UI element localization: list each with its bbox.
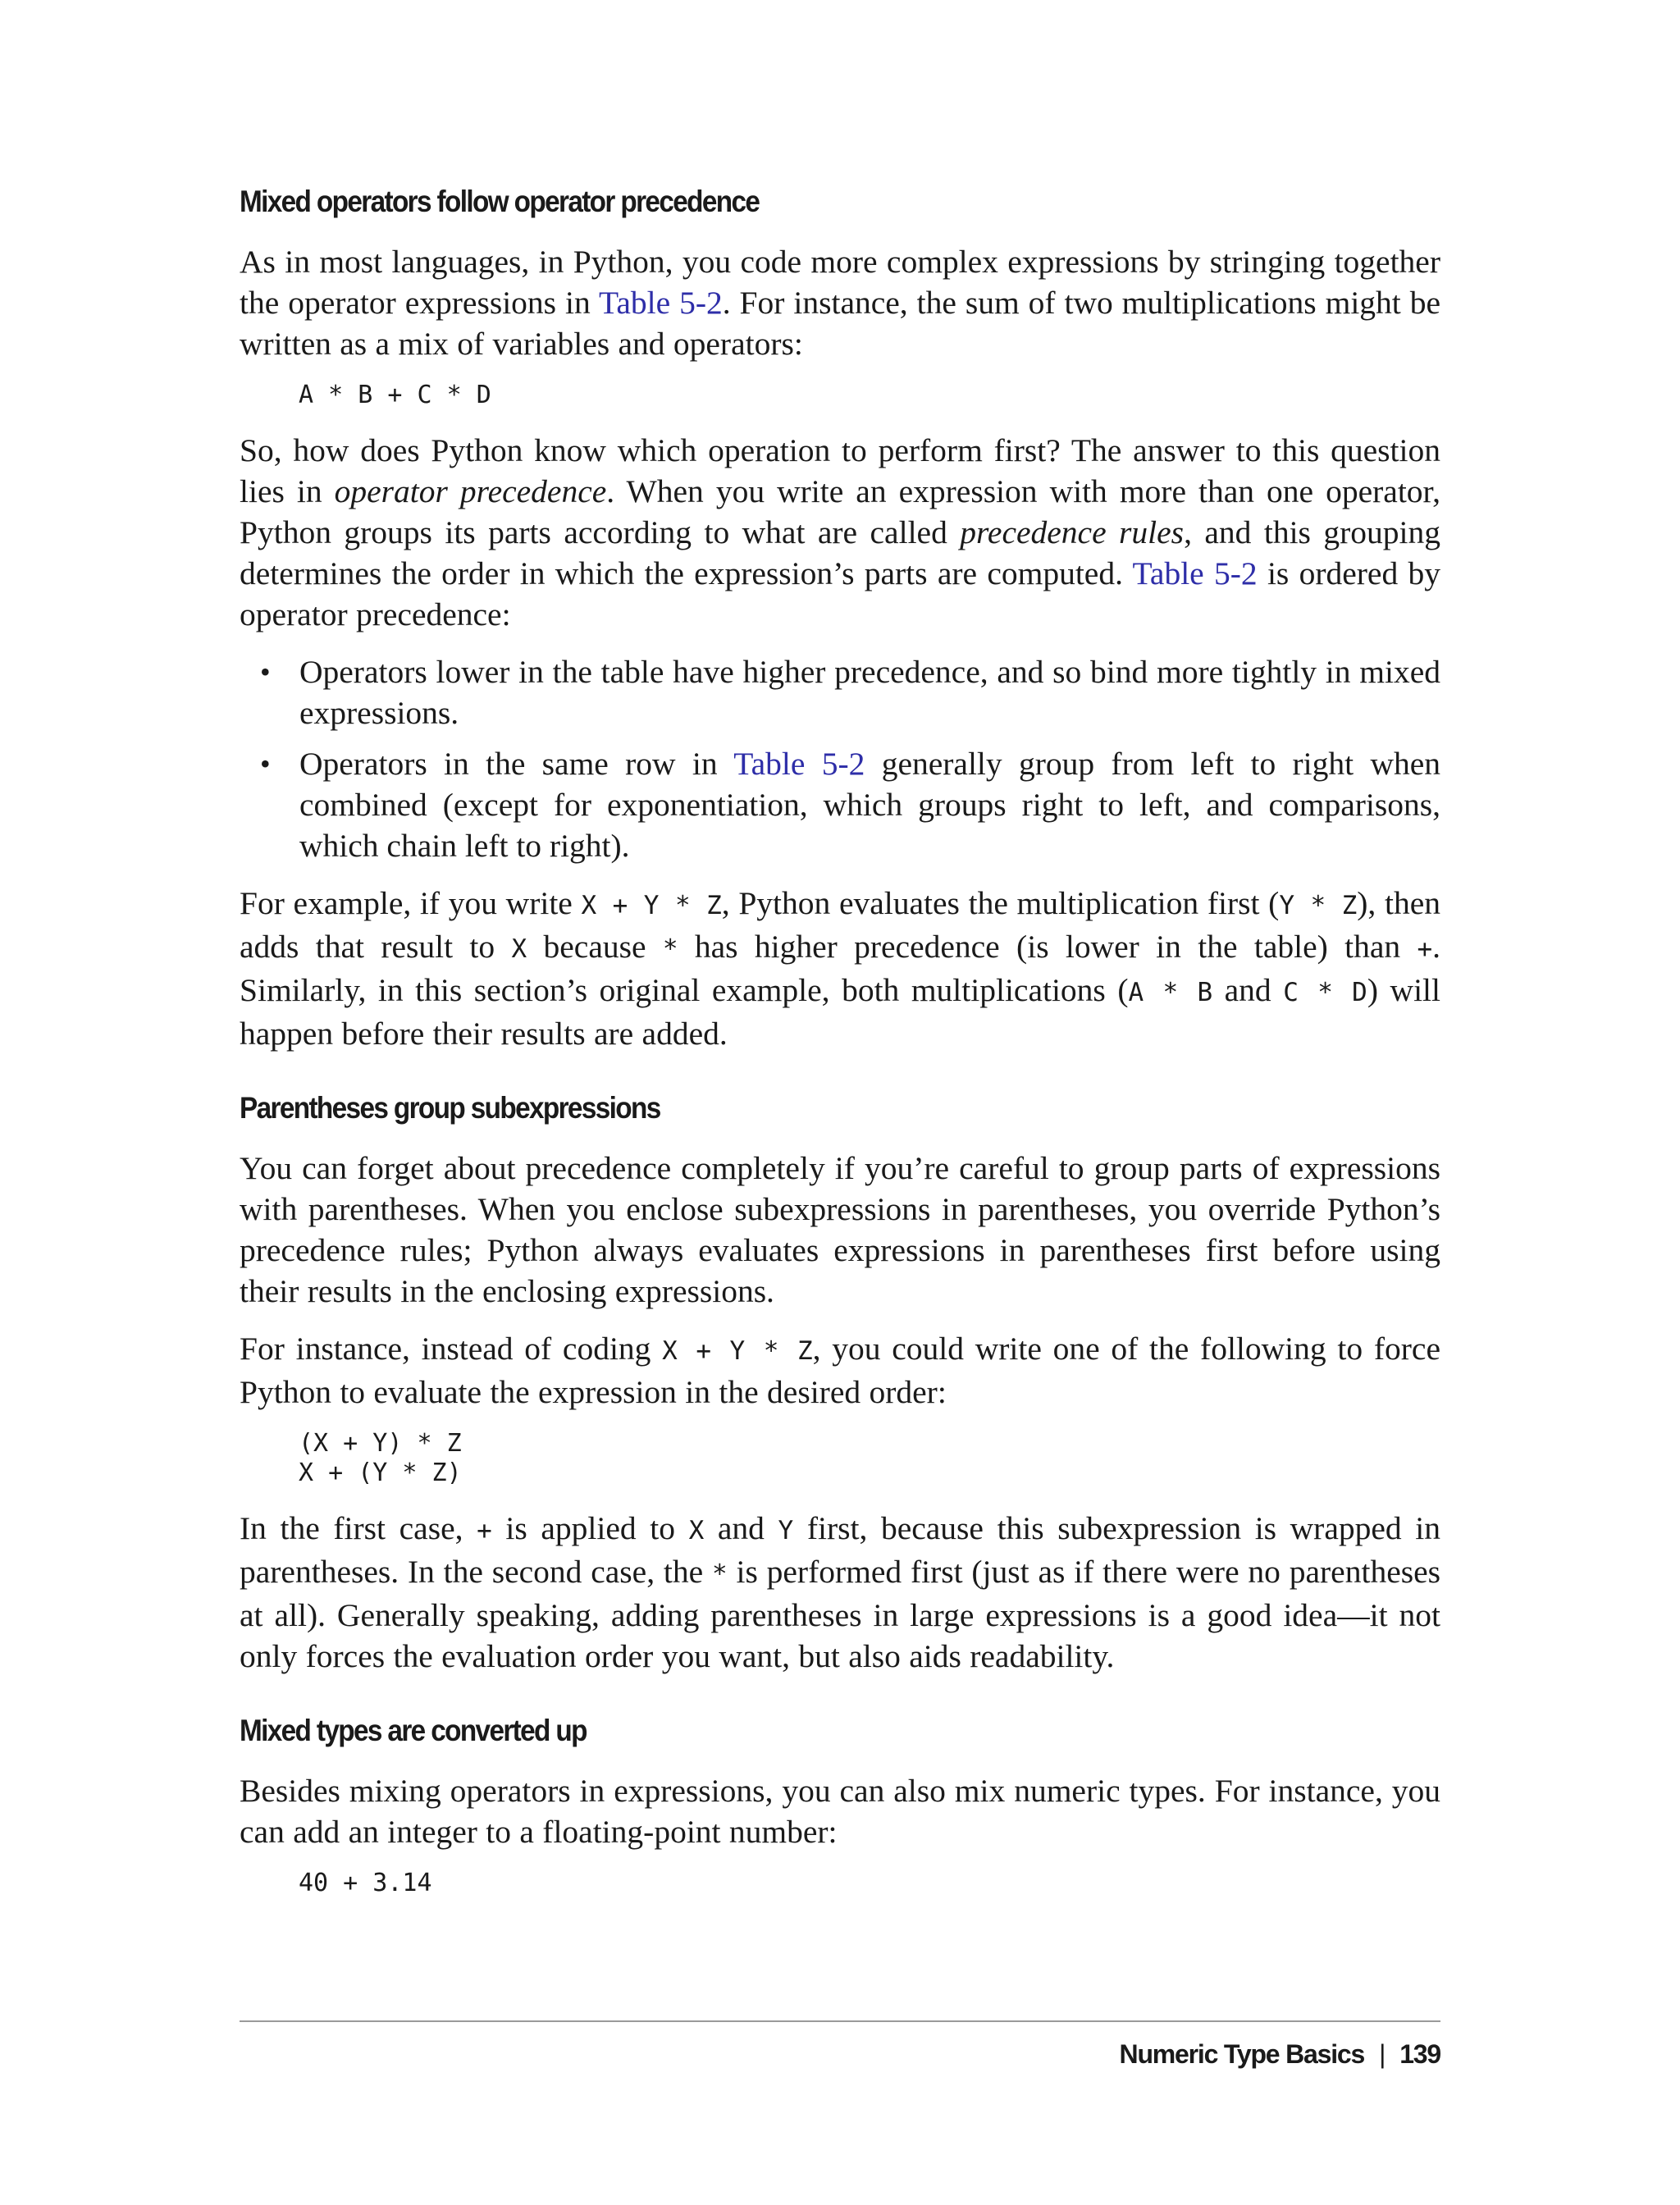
list-item: [240, 743, 1440, 866]
emphasis: precedence rules: [960, 514, 1185, 550]
table-link[interactable]: Table 5-2: [733, 746, 865, 782]
page-footer: [1120, 2031, 1440, 2077]
section-heading: Parentheses group subexpressions: [240, 1091, 660, 1125]
code-block: [299, 1429, 1440, 1488]
paragraph: [240, 241, 1440, 364]
chapter-title: Numeric Type Basics: [1119, 2039, 1365, 2069]
text-run: ), then adds that result to: [240, 885, 1440, 965]
list-item: [240, 651, 1440, 733]
text-run: . For instance, the sum of two multiplications might be written as a mix of variables and operators:: [240, 285, 1441, 362]
paragraph: [240, 1508, 1440, 1677]
inline-code: *: [662, 934, 678, 964]
inline-code: Y: [778, 1516, 794, 1545]
text-run: . When you write an expression with more than one operator, Python groups its parts according to what are called: [240, 473, 1440, 550]
inline-code: A * B: [1128, 978, 1213, 1007]
paragraph: [240, 430, 1440, 635]
footer-separator: |: [1379, 2039, 1386, 2069]
text-run: and: [704, 1510, 778, 1546]
text-run: and: [1212, 972, 1284, 1008]
text-run: first, because this subexpression is wrapped in parentheses. In the second case, the: [240, 1510, 1440, 1590]
inline-code: *: [711, 1559, 728, 1589]
paragraph: You can forget about precedence completely if you’re careful to group parts of expressions with parentheses. When you enclose subexpressions in parentheses, you override Python’s precedence rules; Python always evaluates expressions in parentheses first before using their results in the enclosing expressions.: [240, 1150, 1440, 1309]
text-run: is ordered by operator precedence:: [240, 555, 1441, 632]
code-block: 40 + 3.14: [299, 1869, 432, 1897]
paragraph: [240, 1328, 1440, 1413]
code-line: (X + Y) * Z: [299, 1429, 462, 1458]
inline-code: C * D: [1283, 978, 1367, 1007]
text-run: ) will happen before their results are added.: [240, 972, 1440, 1052]
table-link[interactable]: Table 5-2: [598, 285, 723, 321]
text-run: , and this grouping determines the order in which the expression’s parts are computed.: [240, 514, 1440, 591]
bullet-icon: •: [260, 747, 271, 780]
inline-code: +: [1417, 934, 1433, 964]
paragraph: Besides mixing operators in expressions, you can also mix numeric types. For instance, you can add an integer to a floating-point number:: [240, 1773, 1440, 1850]
inline-code: X + Y * Z: [581, 891, 722, 920]
emphasis: operator precedence: [334, 473, 607, 509]
text-run: is performed first (just as if there were no parentheses at all). Generally speaking, adding parentheses in large expressions is a good idea—it not only forces the evaluation order you want, but also aids readability.: [240, 1554, 1440, 1674]
spacer: [240, 1071, 1440, 1085]
text-run: , Python evaluates the multiplication first (: [721, 885, 1280, 921]
text-run: For instance, instead of coding: [240, 1331, 663, 1367]
bullet-icon: •: [260, 655, 271, 688]
footer-divider: [240, 2020, 1440, 2022]
text-run: Operators in the same row in: [299, 746, 734, 782]
bullet-list: [240, 651, 1440, 866]
spacer: [240, 1693, 1440, 1708]
inline-code: X + Y * Z: [662, 1336, 813, 1366]
text-run: has higher precedence (is lower in the table) than: [678, 929, 1418, 965]
text-run: So, how does Python know which operation to perform first? The answer to this question lies in: [240, 432, 1440, 509]
inline-code: Y * Z: [1279, 891, 1358, 920]
text-run: , you could write one of the following to force Python to evaluate the expression in the desired order:: [240, 1331, 1440, 1410]
inline-code: X: [688, 1516, 705, 1545]
code-block: A * B + C * D: [299, 381, 491, 409]
inline-code: +: [477, 1516, 492, 1545]
section-heading: Mixed operators follow operator precedence: [240, 185, 760, 218]
page-content: [240, 179, 1440, 1918]
section-heading: Mixed types are converted up: [240, 1714, 587, 1747]
book-page: [240, 0, 1440, 2205]
text-run: For example, if you write: [240, 885, 582, 921]
inline-code: X: [511, 934, 527, 964]
table-link[interactable]: Table 5-2: [1132, 555, 1258, 591]
text-run: is applied to: [491, 1510, 689, 1546]
text-run: Operators lower in the table have higher precedence, and so bind more tightly in mixed expressions.: [299, 654, 1440, 731]
paragraph: [240, 883, 1440, 1054]
text-run: because: [527, 929, 663, 965]
text-run: generally group from left to right when combined (except for exponentiation, which groups right to left, and comparisons, which chain left to right).: [299, 746, 1441, 864]
text-run: As in most languages, in Python, you code more complex expressions by stringing together the operator expressions in: [240, 244, 1440, 321]
text-run: In the first case,: [240, 1510, 477, 1546]
page-number: 139: [1399, 2039, 1440, 2069]
text-run: . Similarly, in this section’s original example, both multiplications (: [240, 929, 1441, 1008]
code-line: X + (Y * Z): [299, 1459, 462, 1487]
